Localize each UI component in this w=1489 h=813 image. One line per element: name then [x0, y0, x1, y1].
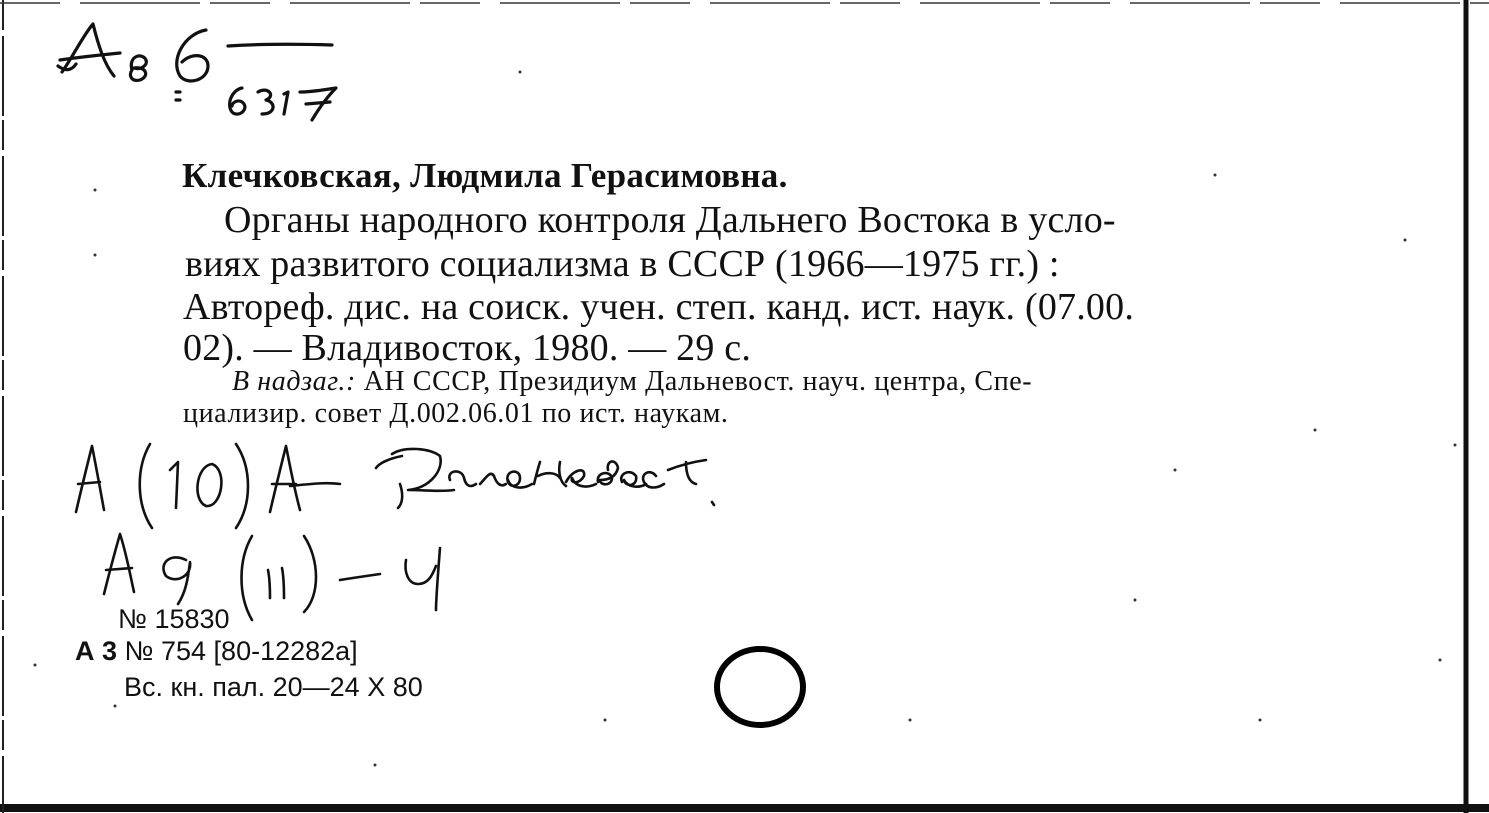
- title-line-3: Автореф. дис. на соиск. учен. степ. канд. ист. наук. (07.00.: [183, 286, 1135, 328]
- title-line-1: Органы народного контроля Дальнего Востока в усло-: [224, 199, 1116, 241]
- title-line-4: 02). — Владивосток, 1980. — 29 с.: [183, 327, 752, 369]
- note-line-2: циализир. совет Д.002.06.01 по ист. наукам.: [183, 398, 729, 429]
- note-line-1-text: АН СССР, Президиум Дальневост. науч. центра, Спе-: [355, 366, 1033, 397]
- a3-line-text: № 754 [80-12282а]: [117, 636, 358, 666]
- a3-label: А 3: [75, 636, 118, 666]
- print-info: Вс. кн. пал. 20—24 Х 80: [124, 672, 423, 702]
- note-label: В надзаг.:: [232, 366, 356, 397]
- author-heading: Клечковская, Людмила Герасимовна.: [182, 156, 788, 195]
- record-number: № 15830: [118, 604, 230, 634]
- title-line-2: виях развитого социализма в СССР (1966—1975 гг.) :: [185, 243, 1060, 285]
